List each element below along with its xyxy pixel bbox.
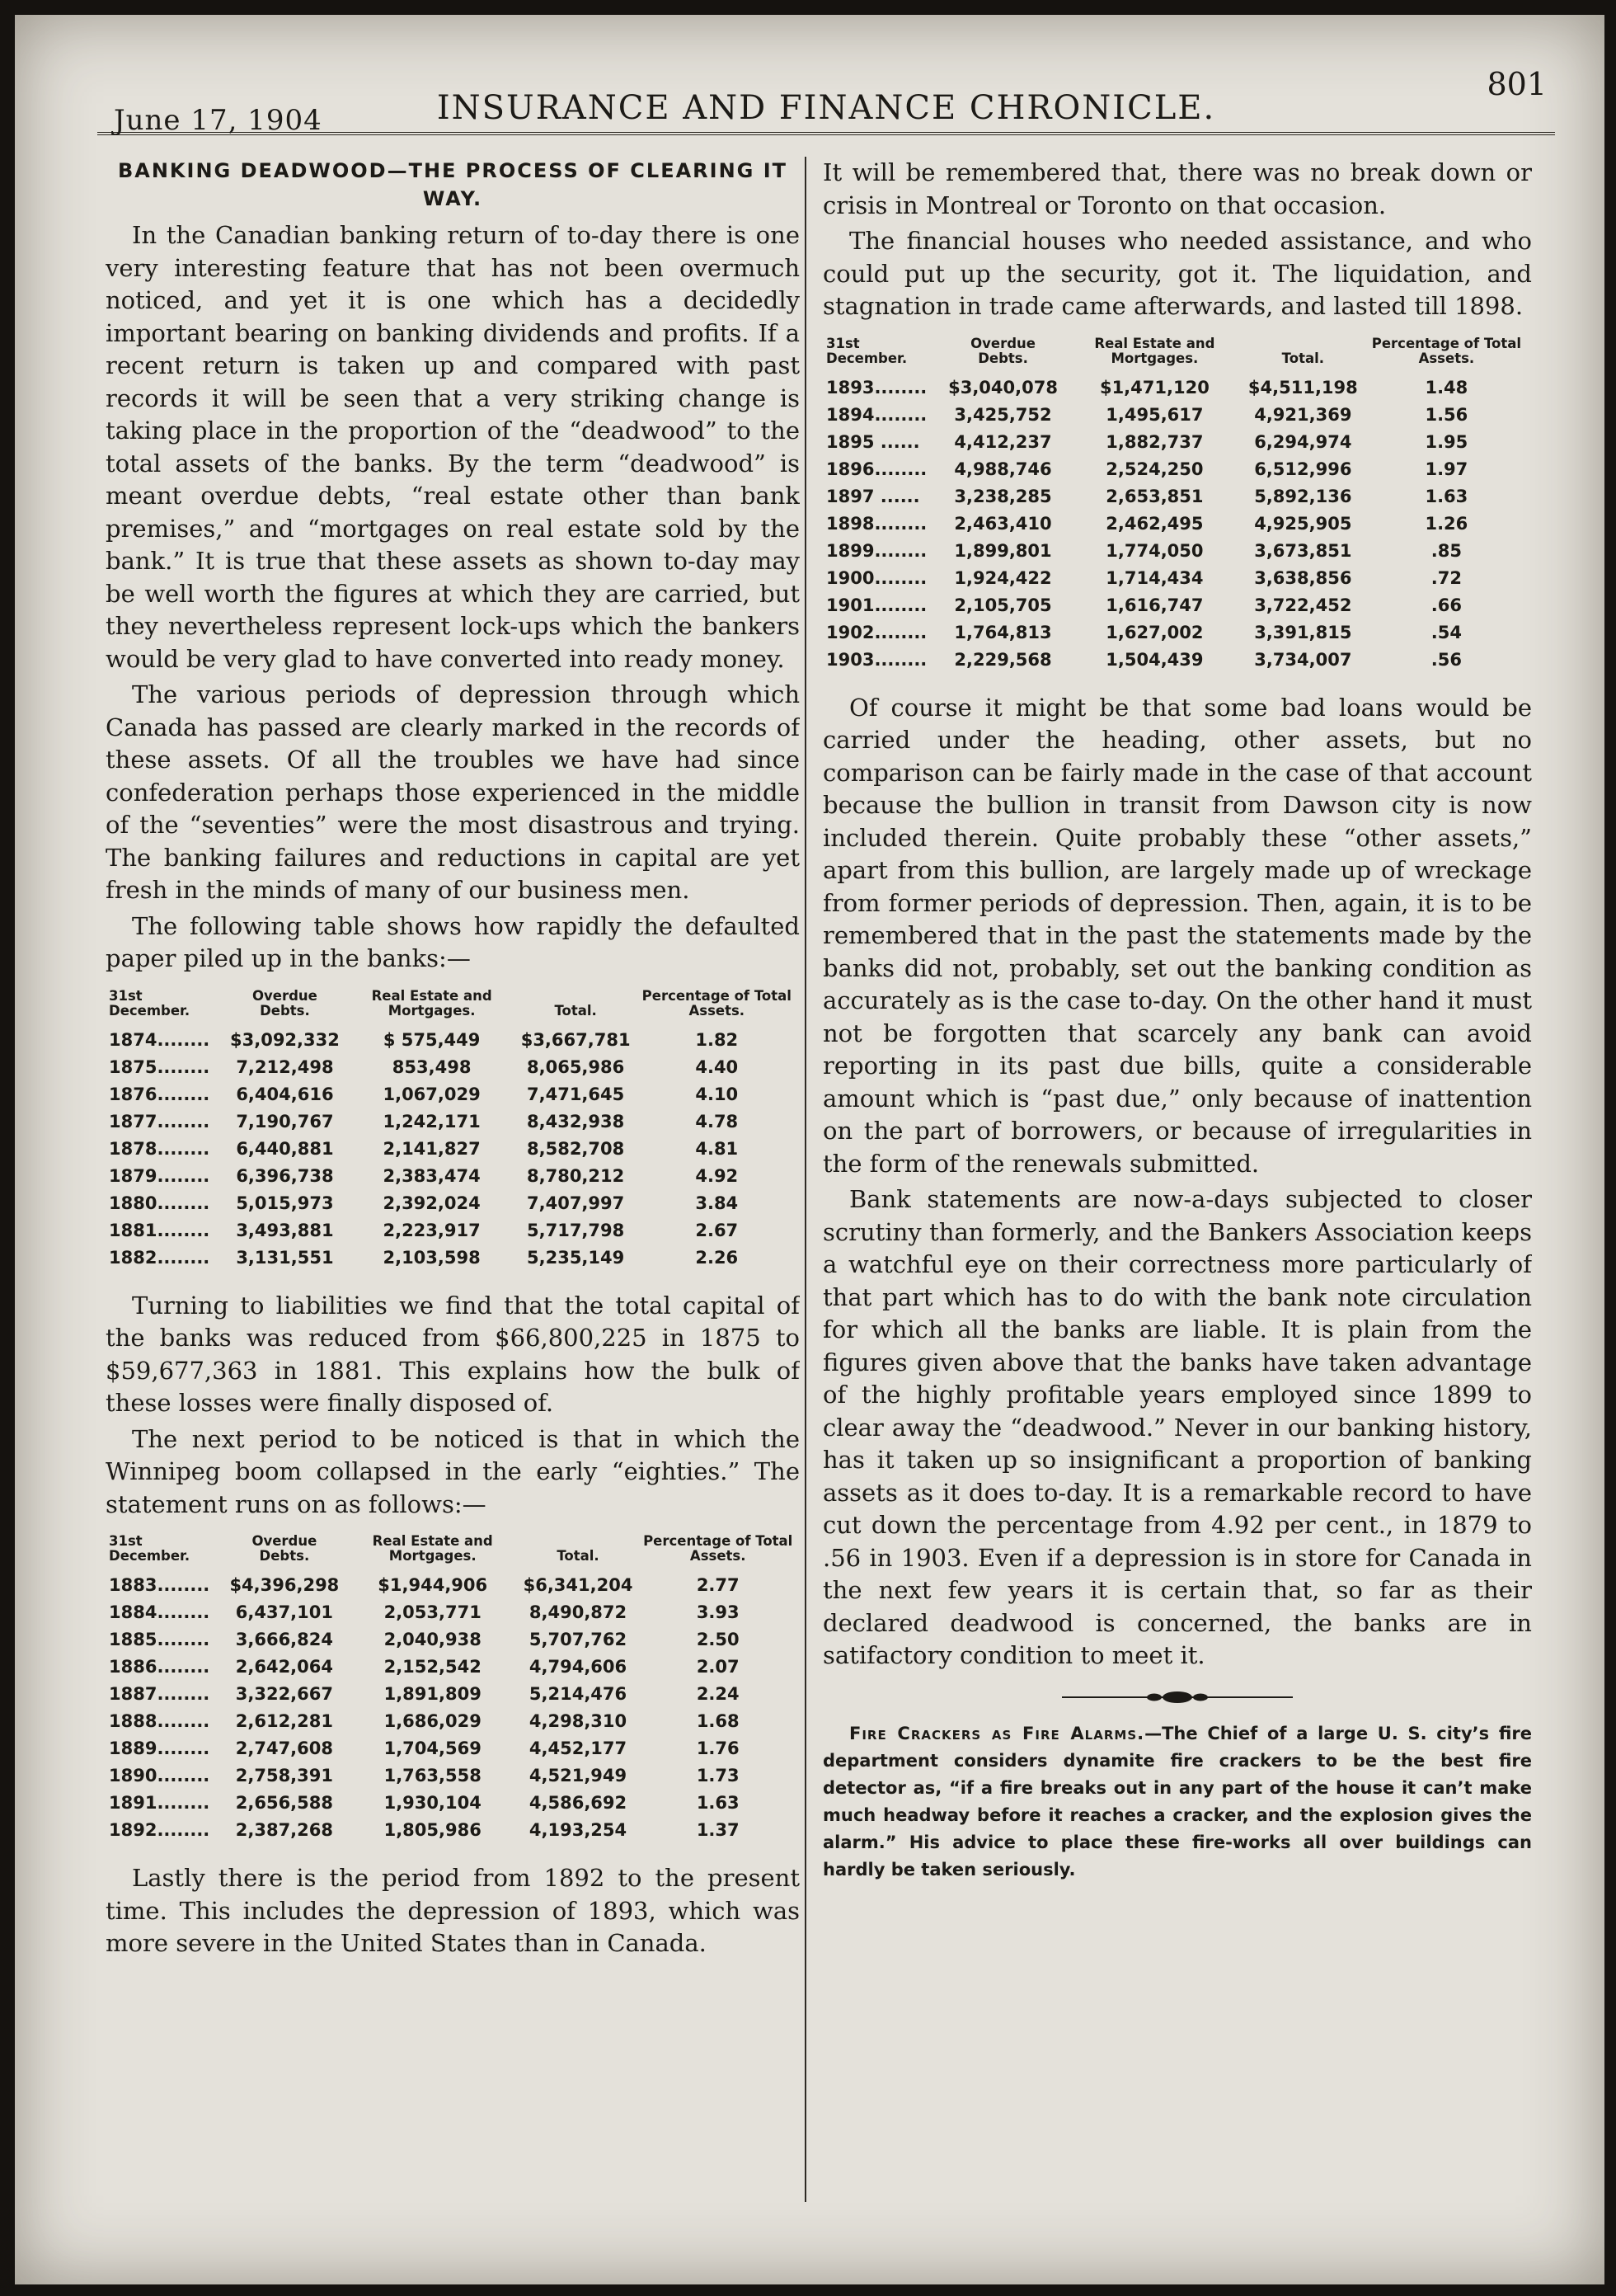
col-percentage-header: Percentage of Total Assets. xyxy=(1371,335,1522,366)
table-row xyxy=(823,456,1532,483)
percentage-cell: 1.56 xyxy=(1425,404,1468,425)
table-row xyxy=(823,483,1532,510)
percentage-cell: .54 xyxy=(1430,622,1462,642)
percentage-cell: 4.40 xyxy=(695,1056,739,1077)
col-realestate-header: Real Estate and Mortgages. xyxy=(372,1533,493,1564)
overdue-cell: 2,463,410 xyxy=(954,513,1052,534)
total-cell: 4,521,949 xyxy=(528,1766,627,1786)
realestate-cell: 2,223,917 xyxy=(383,1220,481,1240)
year-cell: 1876........ xyxy=(109,1084,210,1104)
realestate-cell: $1,944,906 xyxy=(378,1575,488,1595)
year-cell: 1875........ xyxy=(109,1056,210,1077)
total-cell: 8,582,708 xyxy=(527,1138,625,1159)
percentage-cell: .66 xyxy=(1430,595,1462,615)
overdue-cell: 4,988,746 xyxy=(954,459,1052,479)
year-cell: 1895 ...... xyxy=(826,431,920,452)
table-row xyxy=(823,592,1532,619)
running-head xyxy=(97,66,1555,135)
col-overdue-header: Overdue Debts. xyxy=(970,335,1036,366)
year-cell: 1884........ xyxy=(109,1602,210,1622)
year-cell: 1892........ xyxy=(109,1820,210,1840)
col-total-header: Total. xyxy=(557,1548,599,1564)
overdue-cell: 2,105,705 xyxy=(954,595,1052,615)
paragraph-9: Of course it might be that some bad loans would be carried under the heading, other assets, but no comparison can be fairly made in the case of that account because the bullion in transit from Dawson city is now included therein. Quite probably these “other assets,” apart from this bullion, are largely made up of wreckage from former periods of depression. Then, again, it is to be remembered that in the past the statements made by the banks did not, probably, set out the banking condition as accurately as is the case to-day. On the other hand it must not be forgotten that scarcely any bank can avoid reporting in its past due bills, quite a considerable amount which is “past due,” only because of inattention on the part of borrowers, or because of irregularities in the form of the renewals submitted. xyxy=(823,693,1532,1178)
percentage-cell: 1.97 xyxy=(1425,459,1468,479)
col-percentage-header: Percentage of Total Assets. xyxy=(643,1533,793,1564)
table-row xyxy=(106,1054,800,1081)
table-row xyxy=(823,374,1532,402)
percentage-cell: 1.68 xyxy=(696,1711,740,1731)
percentage-cell: 3.84 xyxy=(695,1193,739,1213)
total-cell: 4,193,254 xyxy=(528,1820,627,1840)
realestate-cell: 853,498 xyxy=(392,1056,472,1077)
paragraph-4: Turning to liabilities we find that the total capital of the banks was reduced from $66,800,225 in 1875 to $59,677,363 in 1881. This explains how the bulk of these losses were finally disposed of. xyxy=(106,1291,800,1417)
table-row xyxy=(106,1027,800,1054)
overdue-cell: 2,656,588 xyxy=(235,1793,333,1813)
percentage-cell: 2.77 xyxy=(696,1575,740,1595)
realestate-cell: 1,704,569 xyxy=(383,1738,482,1758)
col-percentage-header: Percentage of Total Assets. xyxy=(641,987,792,1019)
year-cell: 1894........ xyxy=(826,404,928,425)
total-cell: 4,452,177 xyxy=(528,1738,627,1758)
overdue-cell: $4,396,298 xyxy=(229,1575,340,1595)
percentage-cell: 4.78 xyxy=(695,1111,739,1132)
overdue-cell: 6,437,101 xyxy=(235,1602,333,1622)
fire-crackers-note xyxy=(823,1720,1532,1884)
realestate-cell: 1,616,747 xyxy=(1106,595,1204,615)
overdue-cell: 1,764,813 xyxy=(954,622,1052,642)
year-cell: 1883........ xyxy=(109,1575,210,1595)
table-row xyxy=(823,538,1532,565)
total-cell: 5,892,136 xyxy=(1254,486,1352,506)
realestate-cell: 2,392,024 xyxy=(383,1193,481,1213)
overdue-cell: 5,015,973 xyxy=(236,1193,334,1213)
year-cell: 1897 ...... xyxy=(826,486,920,506)
realestate-cell: 2,524,250 xyxy=(1106,459,1204,479)
overdue-cell: 1,899,801 xyxy=(954,540,1052,561)
table-row xyxy=(106,1790,800,1817)
col-realestate-header: Real Estate and Mortgages. xyxy=(371,987,492,1019)
overdue-cell: 3,666,824 xyxy=(235,1630,333,1649)
overdue-cell: 4,412,237 xyxy=(954,431,1052,452)
overdue-cell: 3,493,881 xyxy=(236,1220,334,1240)
paragraph-2: The various periods of depression through which Canada has passed are clearly marked in the records of these assets. Of all the troubles we have had since confederation perhaps those experienced in the middle of the “seventies” were the most disastrous and trying. The banking failures and reductions in capital are yet fresh in the minds of many of our business men. xyxy=(106,680,800,904)
total-cell: 5,717,798 xyxy=(527,1220,625,1240)
realestate-cell: 2,141,827 xyxy=(383,1138,481,1159)
total-cell: 8,780,212 xyxy=(527,1165,625,1186)
realestate-cell: $1,471,120 xyxy=(1099,377,1210,398)
year-cell: 1903........ xyxy=(826,649,928,670)
percentage-cell: 1.73 xyxy=(696,1766,740,1786)
year-cell: 1902........ xyxy=(826,622,928,642)
table-row xyxy=(823,647,1532,674)
total-cell: 8,490,872 xyxy=(528,1602,627,1622)
table-row xyxy=(823,565,1532,592)
table-row xyxy=(106,1626,800,1654)
percentage-cell: 1.48 xyxy=(1425,377,1468,398)
total-cell: $6,341,204 xyxy=(523,1575,633,1595)
year-cell: 1879........ xyxy=(109,1165,210,1186)
realestate-cell: 1,495,617 xyxy=(1106,404,1204,425)
percentage-cell: 2.50 xyxy=(696,1630,740,1649)
overdue-cell: 6,440,881 xyxy=(236,1138,334,1159)
table-header-row xyxy=(823,336,1532,374)
total-cell: 3,391,815 xyxy=(1254,622,1352,642)
deadwood-table-1874-1882 xyxy=(106,989,800,1272)
year-cell: 1881........ xyxy=(109,1220,210,1240)
page xyxy=(15,15,1604,2284)
column-divider xyxy=(805,157,806,2202)
col-overdue-header: Overdue Debts. xyxy=(251,1533,317,1564)
realestate-cell: 1,774,050 xyxy=(1106,540,1204,561)
overdue-cell: 2,747,608 xyxy=(235,1738,333,1758)
paragraph-5: The next period to be noticed is that in which the Winnipeg boom collapsed in the early “eighties.” The statement runs on as follows:— xyxy=(106,1424,800,1518)
year-cell: 1900........ xyxy=(826,567,928,588)
table-row xyxy=(106,1572,800,1599)
percentage-cell: 1.95 xyxy=(1425,431,1468,452)
table-row xyxy=(106,1599,800,1626)
year-cell: 1893........ xyxy=(826,377,928,398)
total-cell: $3,667,781 xyxy=(520,1029,631,1050)
realestate-cell: 1,805,986 xyxy=(383,1820,482,1840)
percentage-cell: 1.76 xyxy=(696,1738,740,1758)
realestate-cell: 2,462,495 xyxy=(1106,513,1204,534)
right-column xyxy=(823,157,1532,2251)
table-row xyxy=(106,1654,800,1681)
percentage-cell: 4.81 xyxy=(695,1138,739,1159)
col-year-header: 31st December. xyxy=(826,335,908,366)
total-cell: 5,707,762 xyxy=(528,1630,627,1649)
paragraph-8: The financial houses who needed assistance, and who could put up the security, got it. The liquidation, and stagnation in trade came afterwards, and lasted till 1898. xyxy=(823,227,1532,320)
realestate-cell: 2,040,938 xyxy=(383,1630,482,1649)
overdue-cell: $3,092,332 xyxy=(230,1029,340,1050)
total-cell: 3,722,452 xyxy=(1254,595,1352,615)
percentage-cell: 2.24 xyxy=(696,1684,740,1704)
total-cell: 6,512,996 xyxy=(1254,459,1352,479)
col-realestate-header: Real Estate and Mortgages. xyxy=(1094,335,1215,366)
table-row xyxy=(823,402,1532,429)
paragraph-7: It will be remembered that, there was no break down or crisis in Montreal or Toronto on that occasion. xyxy=(823,158,1532,219)
table-row xyxy=(106,1136,800,1163)
year-cell: 1888........ xyxy=(109,1711,210,1731)
paragraph-6: Lastly there is the period from 1892 to the present time. This includes the depression of 1893, which was more severe in the United States than in Canada. xyxy=(106,1864,800,1957)
overdue-cell: 6,396,738 xyxy=(236,1165,334,1186)
overdue-cell: 7,212,498 xyxy=(236,1056,334,1077)
overdue-cell: 2,612,281 xyxy=(235,1711,333,1731)
total-cell: 7,407,997 xyxy=(527,1193,625,1213)
realestate-cell: 2,053,771 xyxy=(383,1602,482,1622)
percentage-cell: 2.26 xyxy=(695,1247,739,1268)
table-row xyxy=(106,1244,800,1272)
percentage-cell: 4.10 xyxy=(695,1084,739,1104)
table-row xyxy=(823,510,1532,538)
total-cell: 5,214,476 xyxy=(528,1684,627,1704)
percentage-cell: 2.67 xyxy=(695,1220,739,1240)
overdue-cell: 2,229,568 xyxy=(954,649,1052,670)
year-cell: 1901........ xyxy=(826,595,928,615)
table-row xyxy=(106,1708,800,1735)
year-cell: 1896........ xyxy=(826,459,928,479)
overdue-cell: 7,190,767 xyxy=(236,1111,334,1132)
overdue-cell: 6,404,616 xyxy=(236,1084,334,1104)
deadwood-table-1883-1892 xyxy=(106,1534,800,1844)
realestate-cell: 2,152,542 xyxy=(383,1657,482,1677)
year-cell: 1887........ xyxy=(109,1684,210,1704)
realestate-cell: 1,763,558 xyxy=(383,1766,482,1786)
total-cell: 4,925,905 xyxy=(1254,513,1352,534)
total-cell: 7,471,645 xyxy=(527,1084,625,1104)
overdue-cell: 3,322,667 xyxy=(235,1684,333,1704)
year-cell: 1889........ xyxy=(109,1738,210,1758)
header-date: June 17, 1904 xyxy=(114,104,322,137)
table-row xyxy=(106,1190,800,1217)
table-row xyxy=(823,429,1532,456)
col-year-header: 31st December. xyxy=(109,1533,190,1564)
year-cell: 1878........ xyxy=(109,1138,210,1159)
paragraph-1: In the Canadian banking return of to-day there is one very interesting feature that has not been overmuch noticed, and yet it is one which has a decidedly important bearing on banking dividends and profits. If a recent return is taken up and compared with past records it will be seen that a very striking change is taking place in the proportion of the “deadwood” to the total assets of the banks. By the term “deadwood” is meant overdue debts, “real estate other than bank premises,” and “mortgages on real estate sold by the bank.” It is true that these assets as shown to-day may be well worth the figures at which they are carried, but they nevertheless represent lock-ups which the bankers would be very glad to have converted into ready money. xyxy=(106,221,800,673)
year-cell: 1898........ xyxy=(826,513,928,534)
percentage-cell: .72 xyxy=(1430,567,1462,588)
realestate-cell: 1,067,029 xyxy=(383,1084,481,1104)
total-cell: 6,294,974 xyxy=(1254,431,1352,452)
paragraph-3: The following table shows how rapidly the defaulted paper piled up in the banks:— xyxy=(106,911,800,972)
header-title: INSURANCE AND FINANCE CHRONICLE. xyxy=(436,89,1216,127)
overdue-cell: 1,924,422 xyxy=(954,567,1052,588)
realestate-cell: 1,627,002 xyxy=(1106,622,1204,642)
realestate-cell: 1,242,171 xyxy=(383,1111,481,1132)
total-cell: 3,673,851 xyxy=(1254,540,1352,561)
year-cell: 1891........ xyxy=(109,1793,210,1813)
table-row xyxy=(106,1217,800,1244)
percentage-cell: 1.26 xyxy=(1425,513,1468,534)
table-row xyxy=(106,1163,800,1190)
total-cell: 4,921,369 xyxy=(1254,404,1352,425)
percentage-cell: 1.63 xyxy=(696,1793,740,1813)
realestate-cell: 1,882,737 xyxy=(1106,431,1204,452)
left-column xyxy=(106,157,800,2251)
total-cell: 8,432,938 xyxy=(527,1111,625,1132)
deadwood-table-1893-1903 xyxy=(823,336,1532,674)
percentage-cell: 1.82 xyxy=(695,1029,739,1050)
percentage-cell: .56 xyxy=(1430,649,1462,670)
overdue-cell: $3,040,078 xyxy=(948,377,1058,398)
col-total-header: Total. xyxy=(554,1002,597,1019)
realestate-cell: 2,383,474 xyxy=(383,1165,481,1186)
col-total-header: Total. xyxy=(1281,350,1325,366)
note-text: —The Chief of a large U. S. city’s fire department considers dynamite fire crackers to be the best fire detector as, “if a fire breaks out in any part of the house it can’t make much headway before it reaches a cracker, and the explosion gives the alarm.” His advice to place these fire-works all over buildings can hardly be taken seriously. xyxy=(823,1723,1532,1880)
realestate-cell: 2,653,851 xyxy=(1106,486,1204,506)
total-cell: 3,638,856 xyxy=(1254,567,1352,588)
realestate-cell: $ 575,449 xyxy=(383,1029,481,1050)
total-cell: 4,794,606 xyxy=(528,1657,627,1677)
col-year-header: 31st December. xyxy=(109,987,190,1019)
table-row xyxy=(106,1081,800,1108)
table-row xyxy=(106,1817,800,1844)
percentage-cell: 1.63 xyxy=(1425,486,1468,506)
year-cell: 1877........ xyxy=(109,1111,210,1132)
total-cell: 4,586,692 xyxy=(528,1793,627,1813)
year-cell: 1882........ xyxy=(109,1247,210,1268)
year-cell: 1886........ xyxy=(109,1657,210,1677)
year-cell: 1899........ xyxy=(826,540,928,561)
percentage-cell: 3.93 xyxy=(696,1602,740,1622)
realestate-cell: 1,686,029 xyxy=(383,1711,482,1731)
table-row xyxy=(823,619,1532,647)
note-title: Fire Crackers as Fire Alarms. xyxy=(849,1723,1145,1743)
table-row xyxy=(106,1108,800,1136)
page-number: 801 xyxy=(1487,66,1547,102)
table-row xyxy=(106,1762,800,1790)
year-cell: 1885........ xyxy=(109,1630,210,1649)
percentage-cell: 2.07 xyxy=(696,1657,740,1677)
total-cell: 4,298,310 xyxy=(528,1711,627,1731)
overdue-cell: 2,642,064 xyxy=(235,1657,333,1677)
year-cell: 1890........ xyxy=(109,1766,210,1786)
overdue-cell: 2,387,268 xyxy=(235,1820,333,1840)
overdue-cell: 3,131,551 xyxy=(236,1247,334,1268)
realestate-cell: 1,714,434 xyxy=(1106,567,1204,588)
total-cell: 5,235,149 xyxy=(527,1247,625,1268)
percentage-cell: .85 xyxy=(1430,540,1462,561)
year-cell: 1874........ xyxy=(109,1029,210,1050)
realestate-cell: 2,103,598 xyxy=(383,1247,481,1268)
percentage-cell: 4.92 xyxy=(695,1165,739,1186)
realestate-cell: 1,930,104 xyxy=(383,1793,482,1813)
total-cell: 8,065,986 xyxy=(527,1056,625,1077)
ornament-divider xyxy=(1062,1689,1293,1706)
article-headline: BANKING DEADWOOD—THE PROCESS OF CLEARING IT WAY. xyxy=(117,159,788,210)
percentage-cell: 1.37 xyxy=(696,1820,740,1840)
table-row xyxy=(106,1735,800,1762)
year-cell: 1880........ xyxy=(109,1193,210,1213)
table-header-row xyxy=(106,1534,800,1572)
paragraph-10: Bank statements are now-a-days subjected to closer scrutiny than formerly, and the Bankers Association keeps a watchful eye on their correctness more particularly of that part which has to do with the bank note circulation for which all the banks are liable. It is plain from the figures given above that the banks have taken advantage of the highly profitable years employed since 1899 to clear away the “deadwood.” Never in our banking history, has it taken up so insignificant a proportion of banking assets as it does to-day. It is a remarkable record to have cut down the percentage from 4.92 per cent., in 1879 to .56 in 1903. Even if a depression is in store for Canada in the next few years it is certain that, so far as their declared deadwood is concerned, the banks are in satifactory condition to meet it. xyxy=(823,1185,1532,1669)
col-overdue-header: Overdue Debts. xyxy=(252,987,317,1019)
overdue-cell: 3,238,285 xyxy=(954,486,1052,506)
overdue-cell: 2,758,391 xyxy=(235,1766,333,1786)
total-cell: $4,511,198 xyxy=(1247,377,1358,398)
table-row xyxy=(106,1681,800,1708)
overdue-cell: 3,425,752 xyxy=(954,404,1052,425)
realestate-cell: 1,504,439 xyxy=(1106,649,1204,670)
table-header-row xyxy=(106,989,800,1027)
realestate-cell: 1,891,809 xyxy=(383,1684,482,1704)
total-cell: 3,734,007 xyxy=(1254,649,1352,670)
